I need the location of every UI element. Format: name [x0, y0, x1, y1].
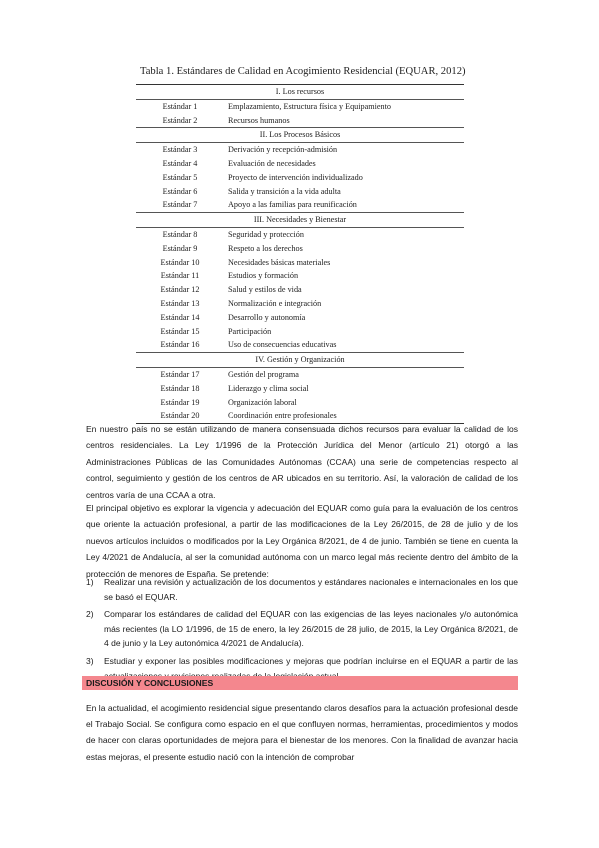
- standard-code: Estándar 6: [162, 186, 198, 196]
- list-item: [86, 575, 518, 604]
- standard-code: Estándar 4: [162, 158, 198, 168]
- standard-code: Estándar 8: [162, 229, 198, 239]
- standard-description: Normalización e integración: [228, 298, 322, 308]
- list-item-number: 2): [86, 609, 94, 620]
- standard-description: Emplazamiento, Estructura física y Equipamiento: [228, 101, 392, 111]
- standard-code: Estándar 3: [162, 145, 198, 155]
- table-row: [136, 171, 464, 185]
- table-section-heading: II. Los Procesos Básicos: [136, 127, 464, 143]
- table-row: [136, 157, 464, 171]
- standard-description: Respeto a los derechos: [228, 243, 303, 253]
- standard-code: Estándar 9: [162, 243, 198, 253]
- table-row: [136, 228, 464, 242]
- standard-code: Estándar 7: [162, 200, 198, 210]
- standard-code: Estándar 20: [160, 411, 200, 421]
- section-heading: DISCUSIÓN Y CONCLUSIONES: [82, 676, 518, 690]
- list-item-number: 1): [86, 577, 94, 587]
- table-section-heading: III. Necesidades y Bienestar: [136, 212, 464, 228]
- table-row: [136, 198, 464, 212]
- list-item-text: Realizar una revisión y actualización de los documentos y estándares nacionales e internacionales en los que se basó el EQUAR.: [104, 577, 518, 602]
- standard-code: Estándar 18: [160, 383, 200, 393]
- standard-code: Estándar 14: [160, 312, 200, 322]
- standard-code: Estándar 19: [160, 397, 200, 407]
- table-row: [136, 368, 464, 382]
- standard-code: Estándar 11: [160, 271, 200, 281]
- list-item-text: Comparar los estándares de calidad del EQUAR con las exigencias de las leyes nacionales y/o autonómica más recientes (la LO 1/1996, de 15 de enero, la ley 26/2015 de 28 julio, de 2015, la Ley Orgánica 8/2021, de 4 de junio y la Ley autonómica 4/2021 de Andalucía).: [104, 609, 518, 649]
- standard-description: Liderazgo y clima social: [228, 383, 309, 393]
- standard-code: Estándar 15: [160, 326, 200, 336]
- table-row: [136, 185, 464, 199]
- standard-code: Estándar 13: [160, 298, 200, 308]
- table-row: [136, 100, 464, 114]
- standard-code: Estándar 12: [160, 285, 200, 295]
- standard-description: Gestión del programa: [228, 369, 299, 379]
- table-row: [136, 325, 464, 339]
- table-section-heading: IV. Gestión y Organización: [136, 352, 464, 368]
- list-item-text: Estudiar y exponer las posibles modificaciones y mejoras que podrían incluirse en el EQUAR a partir de las: [104, 655, 518, 666]
- list-item-number: 3): [86, 655, 94, 666]
- standard-code: Estándar 1: [162, 101, 198, 111]
- table-row: [136, 338, 464, 352]
- standard-code: Estándar 10: [160, 257, 200, 267]
- table-row: [136, 256, 464, 270]
- table-row: [136, 297, 464, 311]
- table-row: [136, 283, 464, 297]
- standard-description: Apoyo a las familias para reunificación: [228, 200, 357, 210]
- standard-code: Estándar 2: [162, 115, 198, 125]
- table-row: [136, 311, 464, 325]
- standard-description: Necesidades básicas materiales: [228, 257, 331, 267]
- table-row: [136, 396, 464, 410]
- table-row: [136, 114, 464, 128]
- body-paragraph: El principal objetivo es explorar la vigencia y adecuación del EQUAR como guía para la evaluación de los centros que oriente la actuación profesional, a partir de las modificaciones de la Ley 26/2015, de 28 de julio y de los nuevos artículos incluidos o modificados por la Ley Orgánica 8/2021, de 4 de junio. También se tiene en cuenta la Ley 4/2021 de Andalucía, al ser la comunidad autónoma con un marco legal más reciente dentro del ámbito de la protección de menores de España. Se pretende:: [86, 503, 518, 579]
- standard-code: Estándar 5: [162, 172, 198, 182]
- standard-code: Estándar 16: [160, 340, 200, 350]
- standard-description: Salud y estilos de vida: [228, 285, 302, 295]
- table-title: Tabla 1. Estándares de Calidad en Acogimiento Residencial (EQUAR, 2012): [140, 66, 466, 77]
- table-row: [136, 143, 464, 157]
- standard-description: Estudios y formación: [228, 271, 299, 281]
- standard-description: Salida y transición a la vida adulta: [228, 186, 341, 196]
- table-row: [136, 269, 464, 283]
- table-section-heading: I. Los recursos: [136, 85, 464, 100]
- standards-table: [136, 84, 464, 424]
- objectives-list: [86, 575, 518, 686]
- table-row: [136, 382, 464, 396]
- standard-description: Evaluación de necesidades: [228, 158, 316, 168]
- standard-description: Derivación y recepción-admisión: [228, 145, 338, 155]
- standard-description: Seguridad y protección: [228, 229, 304, 239]
- standard-description: Proyecto de intervención individualizado: [228, 172, 363, 182]
- standard-description: Uso de consecuencias educativas: [228, 340, 337, 350]
- body-paragraph: En nuestro país no se están utilizando de manera consensuada dichos recursos para evaluar la calidad de los centros residenciales. La Ley 1/1996 de la Protección Jurídica del Menor (artículo 21) otorgó a las Administraciones Públicas de las Comunidades Autónomas (CCAA) una serie de competencias respecto al control, seguimiento y gestión de los centros de AR ubicados en su territorio. Así, la valoración de calidad de los centros varía de una CCAA a otra.: [86, 424, 518, 500]
- standard-code: Estándar 17: [160, 369, 200, 379]
- body-paragraph: En la actualidad, el acogimiento residencial sigue presentando claros desafíos para la actuación profesional desde el Trabajo Social. Se configura como espacio en el que confluyen normas, herramientas, procedimientos y modos de hacer con claras oportunidades de mejora para el bienestar de los menores. Con la finalidad de avanzar hacia estas mejoras, el presente estudio nació con la intención de comprobar: [86, 703, 518, 762]
- list-item: [86, 607, 518, 651]
- standard-description: Desarrollo y autonomía: [228, 312, 306, 322]
- standard-description: Coordinación entre profesionales: [228, 411, 337, 421]
- standard-description: Recursos humanos: [228, 115, 290, 125]
- standard-description: Participación: [228, 326, 272, 336]
- standard-description: Organización laboral: [228, 397, 297, 407]
- table-row: [136, 242, 464, 256]
